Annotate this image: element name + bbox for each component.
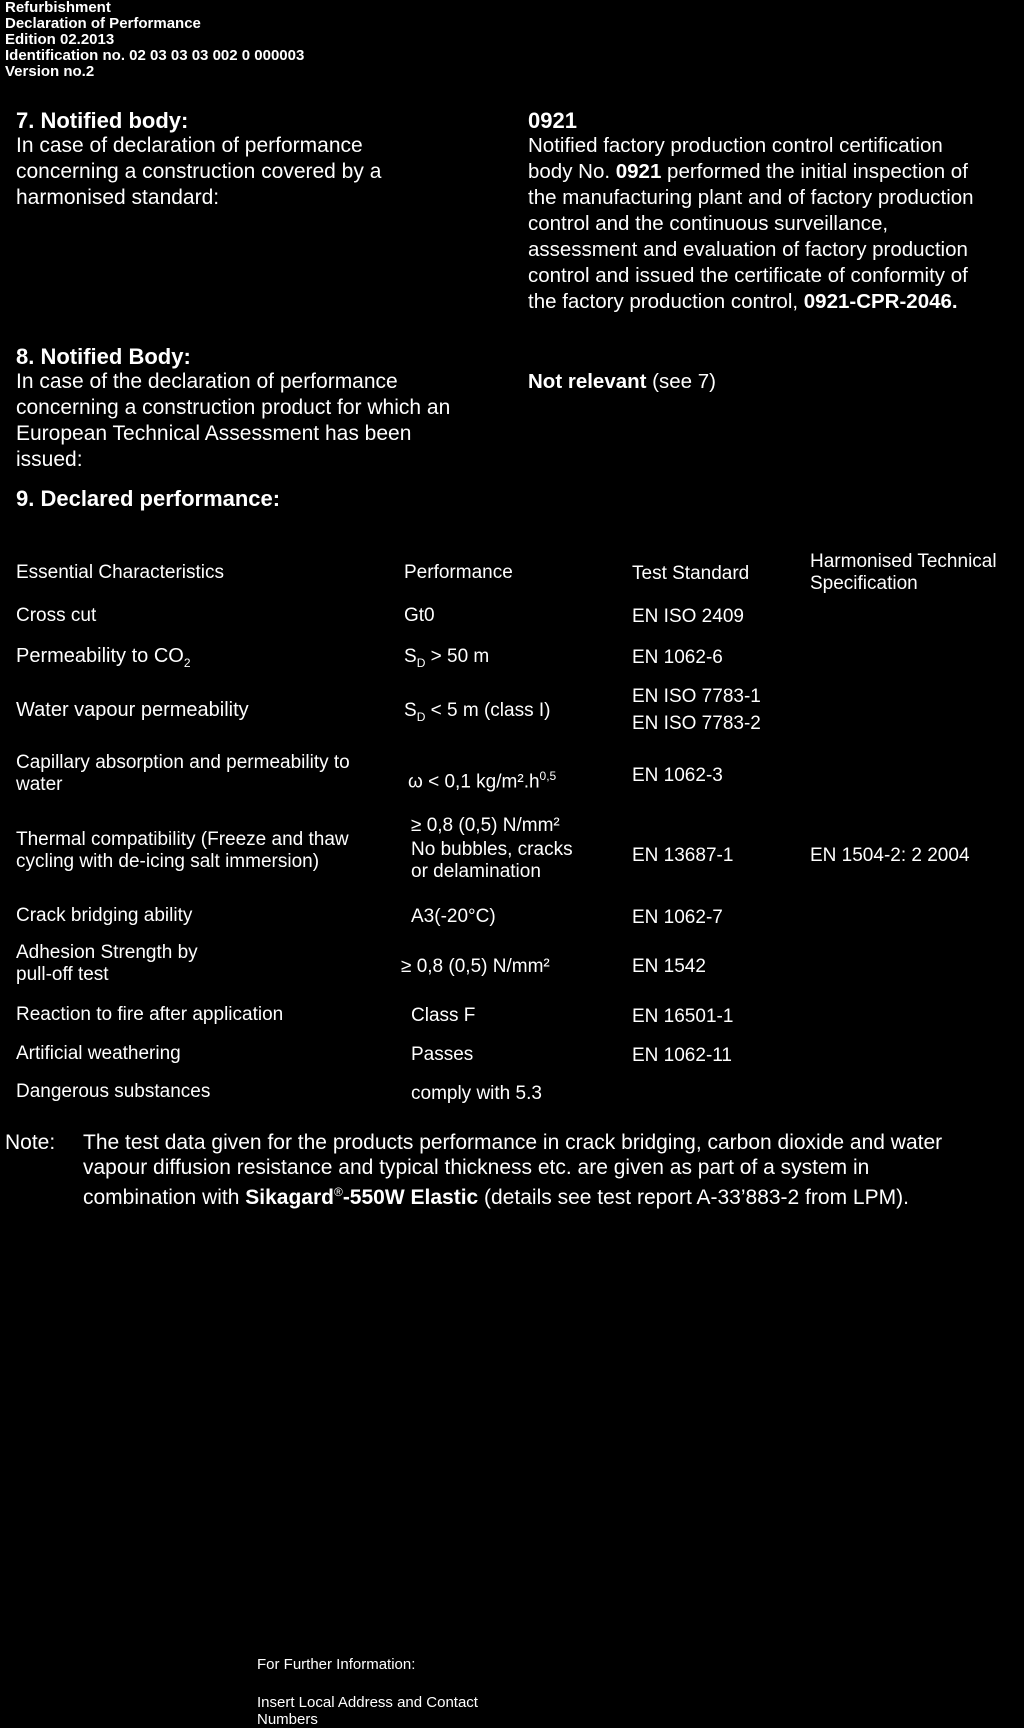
footer-contact: [257, 1694, 478, 1728]
product-name-suffix: -550W Elastic: [342, 1186, 479, 1209]
text-run: .h: [523, 771, 540, 793]
text-run: S: [404, 700, 417, 721]
standard-line: EN ISO 7783-2: [632, 713, 761, 734]
table-cell-characteristic: Reaction to fire after application: [16, 1004, 284, 1025]
registered-mark: ®: [333, 1185, 343, 1199]
section7-body-line: harmonised standard:: [16, 186, 220, 209]
section7-right-line: [528, 289, 1024, 315]
table-cell-standard: EN ISO 2409: [632, 606, 744, 627]
footer-line: Numbers: [257, 1711, 318, 1728]
table-cell-characteristic: [16, 829, 349, 873]
text-run: body No.: [528, 160, 616, 183]
table-cell-performance: Class F: [411, 1005, 476, 1026]
header-doc-type: Declaration of Performance: [5, 15, 201, 32]
section8-title: 8. Notified Body:: [16, 344, 191, 369]
text-run: ω < 0,1 kg/m²: [408, 771, 524, 793]
text-run: performed the initial inspection of: [661, 160, 968, 183]
section7-right-line: control and issued the certificate of conformity of: [528, 264, 968, 287]
col-header-characteristic: Essential Characteristics: [16, 562, 225, 583]
section8-right-text: [528, 369, 716, 395]
col-header-performance: Performance: [404, 562, 513, 583]
text-run: (see 7): [646, 370, 716, 393]
table-cell-performance: Gt0: [404, 605, 435, 626]
section7-body-line: In case of declaration of performance: [16, 134, 363, 157]
section7-right-line: the manufacturing plant and of factory production: [528, 186, 974, 209]
section8-body-line: concerning a construction product for which an: [16, 396, 451, 419]
section8-body: [16, 369, 516, 473]
table-cell-performance: [404, 700, 550, 728]
section7-right-line: control and the continuous surveillance,: [528, 212, 889, 235]
table-cell-performance: A3(-20°C): [411, 906, 496, 927]
table-cell-characteristic: [16, 645, 191, 674]
section7-right-text: [528, 133, 1024, 315]
table-cell-performance: ≥ 0,8 (0,5) N/mm²: [401, 956, 550, 977]
table-cell-standard: EN 1062-6: [632, 647, 723, 668]
subscript: D: [416, 709, 426, 724]
header-version: Version no.2: [5, 63, 95, 80]
characteristic-line: cycling with de-icing salt immersion): [16, 851, 320, 872]
table-cell-performance: [411, 815, 573, 883]
col-header-spec: [810, 551, 997, 595]
section7-title: 7. Notified body:: [16, 108, 189, 133]
characteristic-line: Capillary absorption and permeability to: [16, 752, 350, 773]
superscript: 0,5: [539, 769, 557, 783]
performance-line: or delamination: [411, 861, 541, 882]
section9-title: 9. Declared performance:: [16, 486, 281, 511]
table-cell-standard: EN 1062-3: [632, 765, 723, 786]
section7-right-line: [528, 159, 1024, 185]
standard-line: EN ISO 7783-1: [632, 686, 761, 707]
header-edition: Edition 02.2013: [5, 31, 115, 48]
text-run: the factory production control,: [528, 290, 804, 313]
table-cell-characteristic: Crack bridging ability: [16, 905, 193, 926]
subscript: 2: [183, 656, 191, 670]
table-cell-characteristic: Artificial weathering: [16, 1043, 181, 1064]
table-cell-standard: [632, 686, 761, 735]
table-cell-characteristic: [16, 752, 350, 796]
text-run: combination with: [83, 1186, 246, 1209]
table-cell-standard: EN 13687-1: [632, 845, 734, 866]
note-text: [83, 1130, 942, 1210]
note-line: The test data given for the products performance in crack bridging, carbon dioxide and water: [83, 1131, 943, 1154]
col-header-spec-line: Specification: [810, 573, 918, 594]
table-cell-characteristic: [16, 942, 198, 986]
performance-line: ≥ 0,8 (0,5) N/mm²: [411, 815, 560, 836]
performance-line: No bubbles, cracks: [411, 839, 573, 860]
table-cell-characteristic: Cross cut: [16, 605, 97, 626]
text-run: S: [404, 646, 417, 667]
table-cell-characteristic: Dangerous substances: [16, 1081, 211, 1102]
table-cell-performance: [408, 765, 556, 793]
header-category: Refurbishment: [5, 0, 111, 16]
not-relevant-label: Not relevant: [528, 370, 647, 393]
table-cell-spec: EN 1504-2: 2 2004: [810, 845, 970, 866]
section8-body-line: European Technical Assessment has been: [16, 422, 412, 445]
table-cell-performance: [404, 646, 489, 674]
text-run: > 50 m: [425, 646, 490, 667]
characteristic-line: pull-off test: [16, 964, 109, 985]
text-run: Permeability to CO: [16, 645, 184, 667]
section7-body-number: 0921: [528, 108, 577, 133]
col-header-standard: Test Standard: [632, 563, 750, 584]
header-identification: Identification no. 02 03 03 03 002 0 000003: [5, 47, 305, 64]
notified-body-number: 0921: [615, 160, 662, 183]
section8-body-line: In case of the declaration of performance: [16, 370, 398, 393]
subscript: D: [416, 655, 426, 670]
text-run: < 5 m (class I): [425, 700, 551, 721]
section7-right-line: Notified factory production control certification: [528, 134, 943, 157]
table-cell-standard: EN 1542: [632, 956, 706, 977]
footer-further-info: For Further Information:: [257, 1656, 416, 1673]
characteristic-line: Thermal compatibility (Freeze and thaw: [16, 829, 349, 850]
note-line: vapour diffusion resistance and typical thickness etc. are given as part of a system in: [83, 1156, 870, 1179]
characteristic-line: Adhesion Strength by: [16, 942, 198, 963]
text-run: (details see test report A-33’883-2 from LPM).: [478, 1186, 909, 1209]
section7-body-line: concerning a construction covered by a: [16, 160, 382, 183]
section7-body: [16, 133, 496, 211]
table-cell-standard: EN 1062-7: [632, 907, 723, 928]
col-header-spec-line: Harmonised Technical: [810, 551, 997, 572]
certificate-number: 0921-CPR-2046.: [803, 290, 958, 313]
characteristic-line: water: [16, 774, 63, 795]
doc-header: [5, 0, 304, 80]
table-cell-standard: EN 16501-1: [632, 1006, 734, 1027]
table-cell-standard: EN 1062-11: [632, 1045, 732, 1066]
section7-right-line: assessment and evaluation of factory production: [528, 238, 968, 261]
table-cell-characteristic: Water vapour permeability: [16, 699, 249, 721]
section8-body-line: issued:: [16, 448, 83, 471]
product-name: Sikagard: [245, 1186, 334, 1209]
note-label: Note:: [5, 1131, 56, 1154]
note-line: [83, 1180, 942, 1210]
footer-line: Insert Local Address and Contact: [257, 1694, 478, 1711]
table-cell-performance: Passes: [411, 1044, 474, 1065]
table-cell-performance: comply with 5.3: [411, 1083, 542, 1104]
